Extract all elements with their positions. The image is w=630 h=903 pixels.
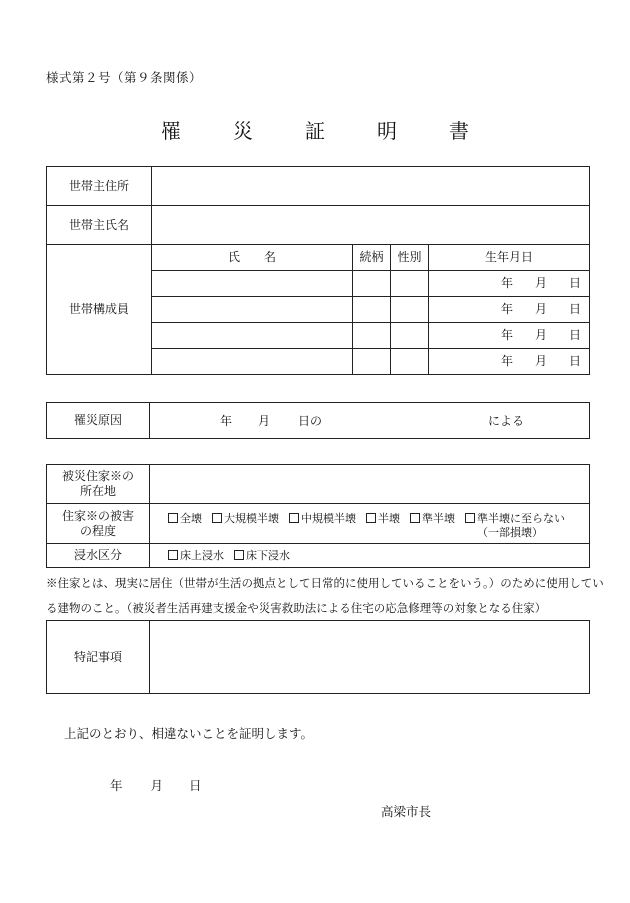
checkbox-icon[interactable] — [410, 513, 420, 523]
cause-label: 罹災原因 — [47, 403, 150, 439]
option-label: 床下浸水 — [246, 549, 290, 562]
householder-name-label: 世帯主氏名 — [47, 206, 152, 245]
address-field[interactable] — [152, 167, 590, 206]
checkbox-icon[interactable] — [465, 513, 475, 523]
birth-day-label: 日 — [568, 302, 581, 316]
checkbox-icon[interactable] — [234, 550, 244, 560]
flood-option-below-floor[interactable] — [234, 549, 290, 563]
household-table — [46, 166, 590, 375]
option-label: 大規模半壊 — [224, 512, 279, 525]
birth-year-label: 年 — [500, 328, 513, 342]
member-birth-cell[interactable] — [429, 349, 590, 375]
option-label: 中規模半壊 — [301, 512, 356, 525]
option-label: 全壊 — [180, 512, 202, 525]
damage-degree-label-line2: の程度 — [79, 523, 116, 538]
member-name-cell[interactable] — [152, 271, 353, 297]
member-relation-cell[interactable] — [353, 271, 391, 297]
birth-month-label: 月 — [534, 302, 547, 316]
remarks-label: 特記事項 — [47, 621, 150, 694]
col-header-relation: 続柄 — [353, 245, 391, 271]
cause-year-label: 年 — [220, 414, 233, 428]
form-number: 様式第２号（第９条関係） — [46, 70, 203, 85]
damage-option-junhankai[interactable] — [410, 512, 455, 526]
damage-option-zenkai[interactable] — [168, 512, 202, 526]
birth-month-label: 月 — [534, 328, 547, 342]
house-location-label-line2: 所在地 — [79, 484, 116, 498]
flood-options — [150, 544, 590, 568]
option-label: 半壊 — [378, 512, 400, 525]
house-location-field[interactable] — [150, 465, 590, 504]
birth-day-label: 日 — [568, 354, 581, 368]
remarks-field[interactable] — [150, 621, 590, 694]
checkbox-icon[interactable] — [289, 513, 299, 523]
damage-degree-label-line1: 住家※の被害 — [61, 508, 134, 523]
damage-option-chukibo[interactable] — [289, 512, 356, 526]
closing-statement: 上記のとおり、相違ないことを証明します。 — [64, 726, 314, 741]
col-header-name: 氏 名 — [152, 245, 353, 271]
house-location-label-line1: 被災住家※の — [61, 469, 134, 483]
members-label: 世帯構成員 — [47, 245, 152, 375]
damage-option-hankai[interactable] — [366, 512, 400, 526]
member-birth-cell[interactable] — [429, 271, 590, 297]
damage-option-daikibo[interactable] — [212, 512, 279, 526]
birth-month-label: 月 — [534, 276, 547, 290]
issue-date — [110, 776, 202, 794]
house-damage-table — [46, 464, 590, 568]
checkbox-icon[interactable] — [168, 550, 178, 560]
address-label: 世帯主住所 — [47, 167, 152, 206]
member-birth-cell[interactable] — [429, 323, 590, 349]
member-sex-cell[interactable] — [391, 323, 429, 349]
checkbox-icon[interactable] — [366, 513, 376, 523]
damage-degree-label — [47, 504, 150, 544]
cause-suffix-label: による — [488, 414, 525, 428]
note-line-2: る建物のこと。（被災者生活再建支援金や災害救助法による住宅の応急修理等の対象となる住家） — [46, 601, 547, 615]
member-relation-cell[interactable] — [353, 323, 391, 349]
issue-month-label: 月 — [150, 778, 164, 793]
remarks-table — [46, 620, 590, 694]
birth-year-label: 年 — [500, 302, 513, 316]
member-relation-cell[interactable] — [353, 349, 391, 375]
cause-month-label: 月 — [258, 414, 271, 428]
member-birth-cell[interactable] — [429, 297, 590, 323]
flood-option-above-floor[interactable] — [168, 549, 224, 563]
member-name-cell[interactable] — [152, 323, 353, 349]
option-label: 準半壊 — [422, 512, 455, 525]
cause-table — [46, 402, 590, 439]
partial-damage-note: （一部損壊） — [477, 526, 543, 539]
birth-year-label: 年 — [500, 276, 513, 290]
member-sex-cell[interactable] — [391, 297, 429, 323]
damage-degree-options — [150, 504, 590, 544]
householder-name-field[interactable] — [152, 206, 590, 245]
option-label: 準半壊に至らない — [477, 512, 565, 525]
birth-day-label: 日 — [568, 328, 581, 342]
option-label: 床上浸水 — [180, 549, 224, 562]
cause-day-label: 日の — [298, 414, 323, 428]
member-name-cell[interactable] — [152, 349, 353, 375]
birth-month-label: 月 — [534, 354, 547, 368]
checkbox-icon[interactable] — [212, 513, 222, 523]
birth-day-label: 日 — [568, 276, 581, 290]
birth-year-label: 年 — [500, 354, 513, 368]
issue-day-label: 日 — [189, 778, 202, 793]
col-header-sex: 性別 — [391, 245, 429, 271]
issuer-name: 高梁市長 — [381, 804, 432, 819]
col-header-birth: 生年月日 — [429, 245, 590, 271]
document-title: 罹 災 証 明 書 — [161, 119, 485, 143]
member-name-cell[interactable] — [152, 297, 353, 323]
flood-label: 浸水区分 — [47, 544, 150, 568]
member-sex-cell[interactable] — [391, 271, 429, 297]
cause-field[interactable] — [150, 403, 590, 439]
damage-option-partial[interactable] — [465, 512, 565, 526]
checkbox-icon[interactable] — [168, 513, 178, 523]
member-relation-cell[interactable] — [353, 297, 391, 323]
member-sex-cell[interactable] — [391, 349, 429, 375]
note-line-1: ※住家とは、現実に居住（世帯が生活の拠点として日常的に使用していることをいう。）のために使用してい — [46, 576, 604, 590]
house-location-label — [47, 465, 150, 504]
issue-year-label: 年 — [110, 778, 123, 793]
